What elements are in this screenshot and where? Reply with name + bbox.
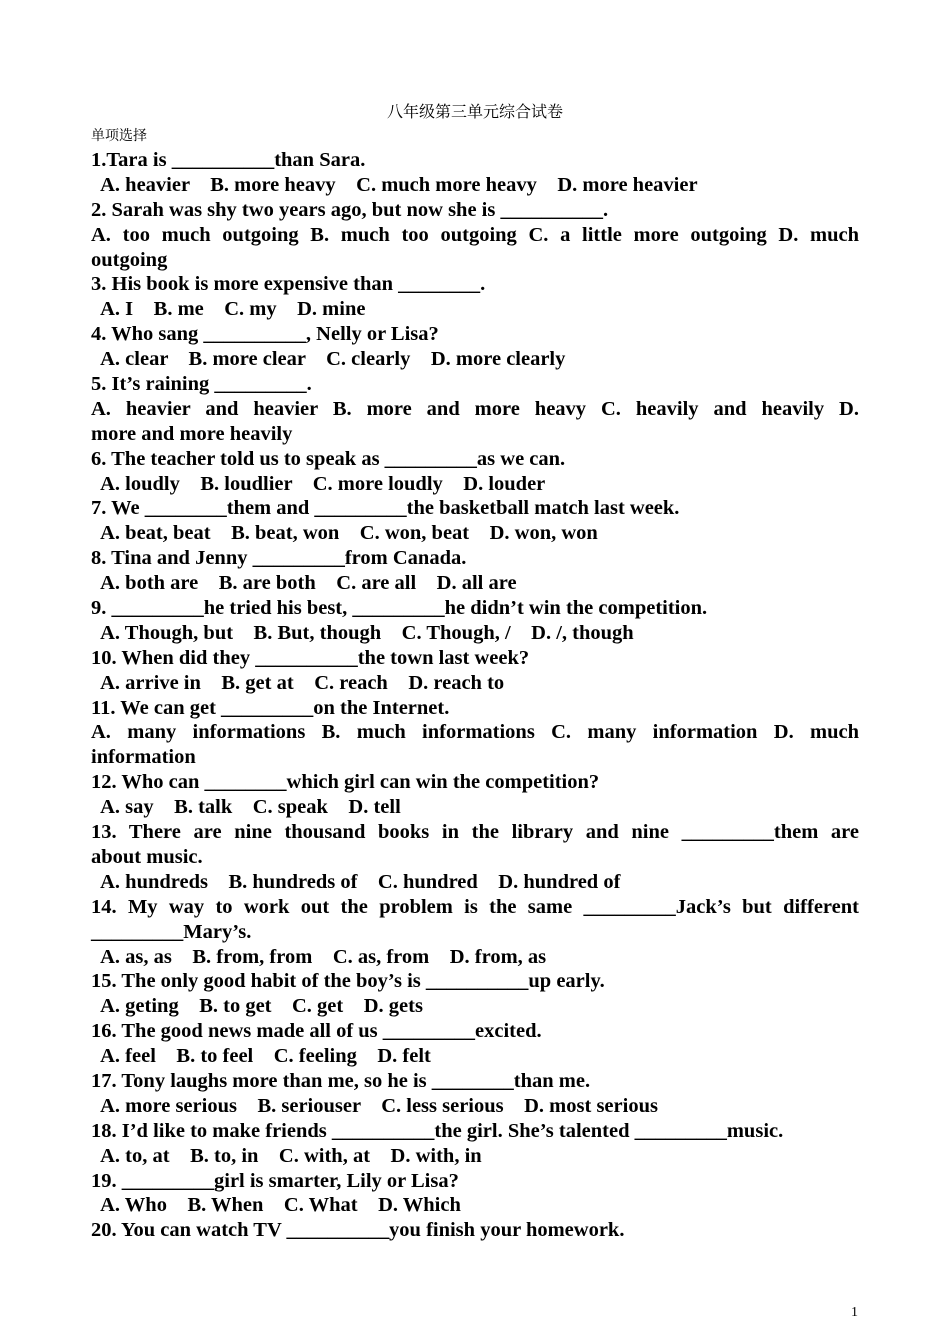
question-14-cont: _________Mary’s. — [91, 920, 252, 943]
question-16: 16. The good news made all of us _________excited. — [91, 1020, 542, 1043]
question-list — [91, 148, 859, 1243]
question-9-options: A. Though, but B. But, though C. Though, / D. /, though — [91, 621, 634, 644]
question-7: 7. We ________them and _________the basketball match last week. — [91, 497, 680, 520]
question-8-options: A. both are B. are both C. are all D. all are — [91, 572, 517, 595]
question-2: 2. Sarah was shy two years ago, but now she is __________. — [91, 198, 609, 221]
question-13-options: A. hundreds B. hundreds of C. hundred D. hundred of — [91, 870, 621, 893]
question-7-options: A. beat, beat B. beat, won C. won, beat D. won, won — [91, 522, 598, 545]
question-4-options: A. clear B. more clear C. clearly D. more clearly — [91, 348, 566, 371]
question-1: 1.Tara is __________than Sara. — [91, 149, 366, 171]
question-10: 10. When did they __________the town last week? — [91, 646, 530, 669]
question-15: 15. The only good habit of the boy’s is __________up early. — [91, 970, 605, 993]
question-14: 14. My way to work out the problem is the same _________Jack’s but different — [91, 895, 859, 918]
question-4: 4. Who sang __________, Nelly or Lisa? — [91, 323, 439, 346]
question-17-options: A. more serious B. seriouser C. less serious D. most serious — [91, 1094, 658, 1117]
question-12: 12. Who can ________which girl can win the competition? — [91, 771, 600, 794]
exam-title: 八年级第三单元综合试卷 — [386, 102, 563, 121]
question-13-cont: about music. — [91, 845, 203, 868]
question-16-options: A. feel B. to feel C. feeling D. felt — [91, 1045, 431, 1068]
question-10-options: A. arrive in B. get at C. reach D. reach to — [91, 671, 505, 694]
question-15-options: A. geting B. to get C. get D. gets — [91, 995, 423, 1018]
question-9: 9. _________he tried his best, _________he didn’t win the competition. — [91, 597, 708, 620]
question-3: 3. His book is more expensive than ________. — [91, 273, 486, 296]
section-heading: 单项选择 — [91, 128, 147, 144]
question-6: 6. The teacher told us to speak as _________as we can. — [91, 447, 566, 470]
question-14-options: A. as, as B. from, from C. as, from D. from, as — [91, 945, 547, 968]
question-12-options: A. say B. talk C. speak D. tell — [91, 796, 401, 819]
question-18-options: A. to, at B. to, in C. with, at D. with, in — [91, 1144, 482, 1167]
question-1-options: A. heavier B. more heavy C. much more heavy D. more heavier — [91, 173, 698, 196]
question-18: 18. I’d like to make friends __________the girl. She’s talented _________music. — [91, 1119, 784, 1142]
page-number: 1 — [851, 1305, 858, 1320]
question-13: 13. There are nine thousand books in the library and nine _________them are — [91, 821, 859, 844]
question-3-options: A. I B. me C. my D. mine — [91, 298, 366, 321]
question-6-options: A. loudly B. loudlier C. more loudly D. louder — [91, 472, 546, 495]
question-17: 17. Tony laughs more than me, so he is ________than me. — [91, 1069, 591, 1092]
question-11-options: A. many informations B. much informations C. many information D. much — [91, 721, 859, 744]
question-5: 5. It’s raining _________. — [91, 373, 312, 396]
question-19-options: A. Who B. When C. What D. Which — [91, 1194, 461, 1217]
question-8: 8. Tina and Jenny _________from Canada. — [91, 547, 467, 570]
question-19: 19. _________girl is smarter, Lily or Lisa? — [91, 1169, 459, 1192]
question-11-options-cont: information — [91, 746, 196, 769]
question-5-options: A. heavier and heavier B. more and more heavy C. heavily and heavily D. — [91, 397, 859, 420]
question-11: 11. We can get _________on the Internet. — [91, 696, 450, 719]
question-5-options-cont: more and more heavily — [91, 422, 293, 445]
question-20: 20. You can watch TV __________you finish your homework. — [91, 1219, 625, 1242]
question-2-options-cont: outgoing — [91, 248, 168, 271]
question-2-options: A. too much outgoing B. much too outgoing C. a little more outgoing D. much — [91, 223, 859, 246]
